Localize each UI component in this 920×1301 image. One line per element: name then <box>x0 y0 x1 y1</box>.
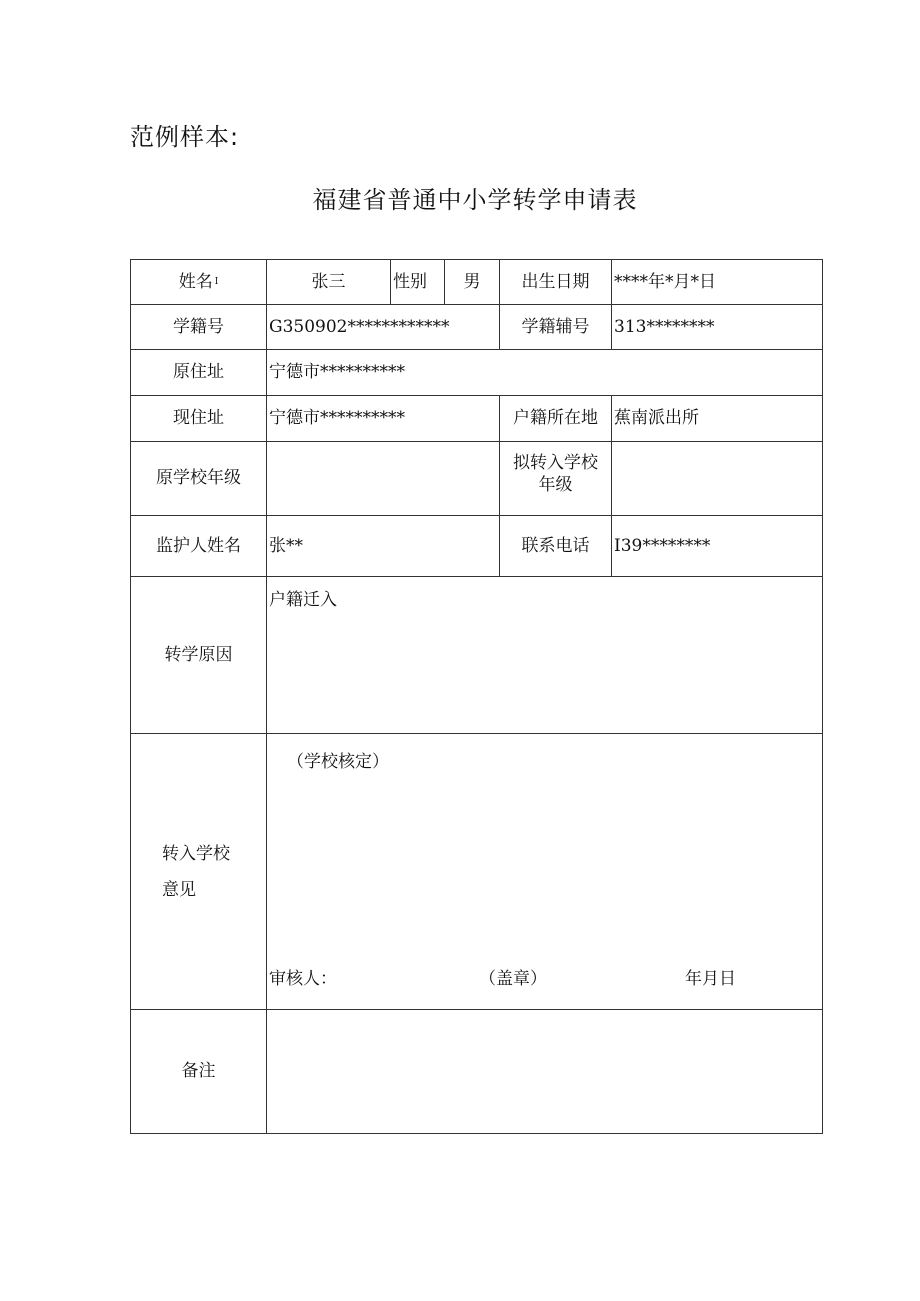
name-label-cell <box>131 260 267 305</box>
school-opinion-label-line1: 转入学校 <box>162 843 230 864</box>
table-row <box>131 1010 823 1134</box>
table-row <box>131 305 823 350</box>
phone-label: 联系电话 <box>500 516 612 577</box>
original-address-label: 原住址 <box>131 350 267 396</box>
school-opinion-cell[interactable] <box>267 734 823 1010</box>
phone-value[interactable]: I39******** <box>612 516 823 577</box>
table-row <box>131 734 823 1010</box>
name-label: 姓名 <box>178 271 213 292</box>
household-location-label: 户籍所在地 <box>500 396 612 442</box>
student-aux-id-label: 学籍辅号 <box>500 305 612 350</box>
table-row <box>131 350 823 396</box>
school-opinion-label-line2: 意见 <box>162 879 196 900</box>
table-row <box>131 396 823 442</box>
table-row <box>131 442 823 516</box>
remarks-label: 备注 <box>131 1010 267 1134</box>
target-grade-label-line1: 拟转入学校 <box>513 453 598 473</box>
student-aux-id-value[interactable]: 313******** <box>612 305 823 350</box>
transfer-reason-label: 转学原因 <box>131 577 267 734</box>
transfer-application-table <box>130 259 823 1134</box>
birth-date-value[interactable]: ****年*月*日 <box>612 260 823 305</box>
target-grade-label-line2: 年级 <box>538 475 573 496</box>
table-row <box>131 577 823 734</box>
remarks-value[interactable] <box>267 1010 823 1134</box>
student-id-value[interactable]: G350902************ <box>267 305 500 350</box>
table-row <box>131 516 823 577</box>
gender-label: 性别 <box>391 260 445 305</box>
school-opinion-label-cell <box>131 734 267 1010</box>
student-id-label: 学籍号 <box>131 305 267 350</box>
date-label: 年月日 <box>685 969 736 989</box>
form-title: 福建省普通中小学转学申请表 <box>312 186 638 214</box>
name-label-mark: I <box>214 276 219 287</box>
name-value[interactable]: 张三 <box>267 260 391 305</box>
original-grade-value[interactable] <box>267 442 500 516</box>
original-grade-label: 原学校年级 <box>131 442 267 516</box>
household-location-value[interactable]: 蕉南派出所 <box>612 396 823 442</box>
transfer-reason-value: 户籍迁入 <box>269 590 337 610</box>
guardian-name-label: 监护人姓名 <box>131 516 267 577</box>
birth-date-label: 出生日期 <box>500 260 612 305</box>
school-verify-note: （学校核定） <box>287 752 389 772</box>
transfer-reason-cell[interactable] <box>267 577 823 734</box>
seal-label: （盖章） <box>479 969 547 989</box>
target-grade-value[interactable] <box>612 442 823 516</box>
table-row <box>131 260 823 305</box>
reviewer-label: 审核人： <box>269 969 337 989</box>
target-grade-label-cell <box>500 442 612 516</box>
sample-label: 范例样本: <box>130 123 240 151</box>
original-address-value[interactable]: 宁德市********** <box>267 350 823 396</box>
current-address-value[interactable]: 宁德市********** <box>267 396 500 442</box>
gender-value[interactable]: 男 <box>445 260 500 305</box>
guardian-name-value[interactable]: 张** <box>267 516 500 577</box>
current-address-label: 现住址 <box>131 396 267 442</box>
